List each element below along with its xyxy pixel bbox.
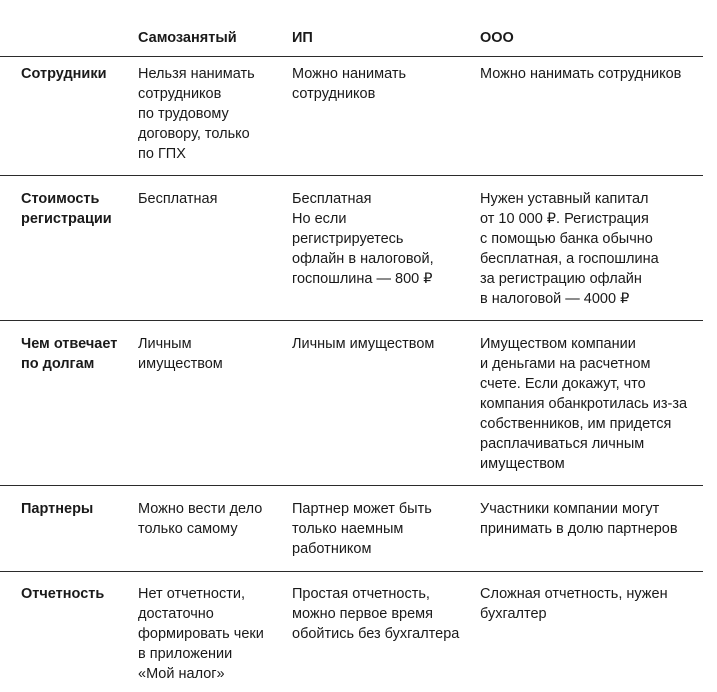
row-title-partners: Партнеры	[21, 501, 94, 517]
column-header-ooo: ООО	[480, 30, 514, 46]
cell-debt-ooo: Имуществом компании и деньгами на расчетном счете. Если докажут, что компания обанкротилась из-за собственников, им придется расплачиваться личным имуществом	[480, 336, 688, 472]
column-header-ip: ИП	[292, 30, 313, 46]
cell-employees-self-employed: Нельзя нанимать сотрудников по трудовому договору, только по ГПХ	[138, 66, 255, 162]
row-divider	[0, 320, 703, 321]
row-title-registration-cost: Стоимость регистрации	[21, 191, 112, 227]
row-divider	[0, 571, 703, 572]
cell-employees-ooo: Можно нанимать сотрудников	[480, 66, 682, 82]
cell-registration-self-employed: Бесплатная	[138, 191, 218, 207]
cell-partners-self-employed: Можно вести дело только самому	[138, 501, 263, 537]
row-title-employees: Сотрудники	[21, 66, 107, 82]
row-divider	[0, 175, 703, 176]
cell-reporting-ooo: Сложная отчетность, нужен бухгалтер	[480, 586, 668, 622]
cell-employees-ip: Можно нанимать сотрудников	[292, 66, 407, 102]
row-divider	[0, 485, 703, 486]
cell-reporting-ip: Простая отчетность, можно первое время обойтись без бухгалтера	[292, 586, 460, 642]
header-divider	[0, 56, 703, 57]
row-title-reporting: Отчетность	[21, 586, 105, 602]
cell-debt-self-employed: Личным имуществом	[138, 336, 223, 372]
cell-debt-ip: Личным имуществом	[292, 336, 435, 352]
cell-registration-ooo: Нужен уставный капитал от 10 000 ₽. Регистрация с помощью банка обычно бесплатная, а госпошлина за регистрацию офлайн в налоговой — 4000 ₽	[480, 191, 659, 307]
cell-reporting-self-employed: Нет отчетности, достаточно формировать чеки в приложении «Мой налог»	[138, 586, 264, 682]
cell-registration-ip: Бесплатная Но если регистрируетесь офлайн в налоговой, госпошлина — 800 ₽	[292, 191, 434, 287]
table-header-row	[0, 0, 717, 56]
cell-partners-ip: Партнер может быть только наемным работником	[292, 501, 432, 557]
cell-partners-ooo: Участники компании могут принимать в долю партнеров	[480, 501, 678, 537]
column-header-self-employed: Самозанятый	[138, 30, 237, 46]
row-title-debt-liability: Чем отвечает по долгам	[21, 336, 118, 372]
